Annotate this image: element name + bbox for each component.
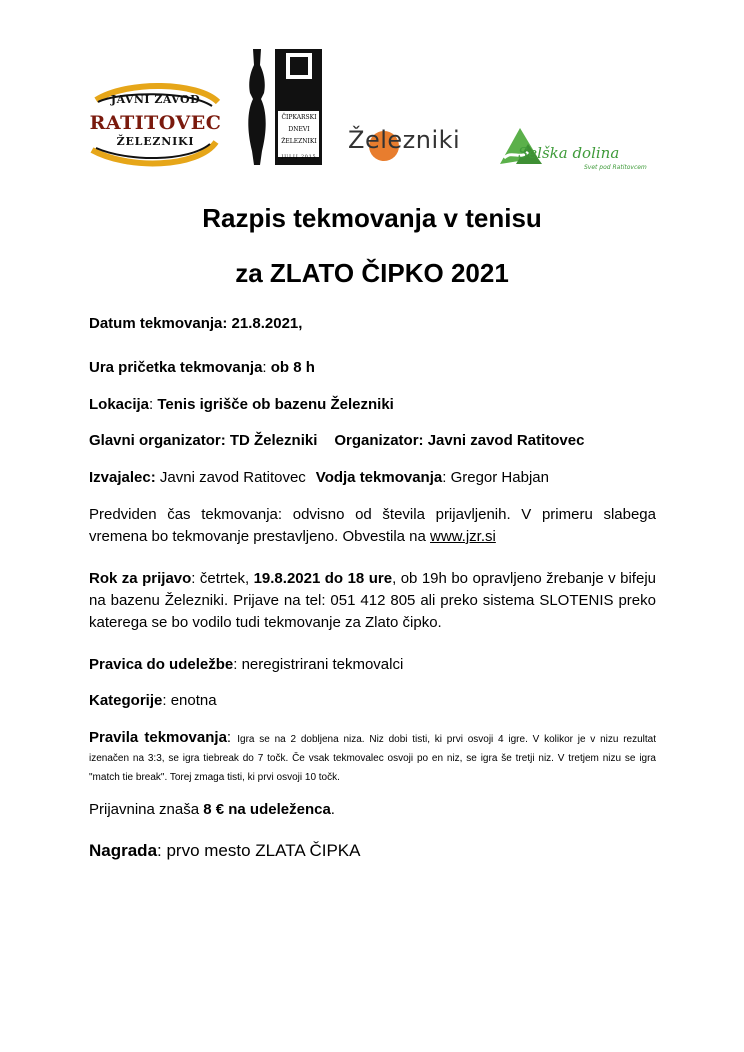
cas-paragraph	[89, 504, 656, 548]
cipkarski-dnevi-logo	[248, 47, 322, 167]
pravila-sep: :	[226, 729, 238, 746]
rok-text1: : četrtek,	[191, 570, 254, 587]
kategorije-label: Kategorije	[89, 692, 163, 709]
pravica-label: Pravica do udeležbe	[89, 656, 234, 673]
cipkarski-line2: DNEVI	[288, 126, 310, 133]
prijavnina-text: Prijavnina znaša	[89, 801, 204, 818]
kategorije-value: : enotna	[162, 692, 217, 709]
kategorije-line	[89, 690, 656, 712]
lace-bobbin-icon	[248, 47, 322, 167]
cipkarski-line1: ČIPKARSKI	[281, 114, 317, 121]
selska-wordmark: Selška dolina	[518, 144, 620, 162]
ura-line	[89, 357, 656, 379]
pravila-paragraph	[89, 728, 656, 787]
vodja-label: Vodja tekmovanja	[315, 469, 443, 486]
ratitovec-line2: RATITOVEC	[89, 112, 222, 134]
jzr-link[interactable]: www.jzr.si	[430, 528, 496, 545]
lokacija-line	[89, 394, 656, 416]
document-title: Razpis tekmovanja v tenisu	[202, 203, 542, 233]
ura-value: ob 8 h	[270, 359, 315, 376]
glavni-organizator: Glavni organizator: TD Železniki	[89, 432, 318, 449]
zelezniki-wordmark: Železniki	[348, 126, 461, 154]
rok-paragraph	[89, 568, 656, 634]
nagrada-value: : prvo mesto ZLATA ČIPKA	[157, 841, 361, 860]
ura-label: Ura pričetka tekmovanja	[89, 359, 263, 376]
izvajalec-value: Javni zavod Ratitovec	[155, 469, 306, 486]
cipkarski-line3: ŽELEZNIKI	[281, 138, 317, 145]
ratitovec-line1: JAVNI ZAVOD	[110, 93, 201, 106]
prijavnina-end: .	[330, 801, 335, 818]
ratitovec-logo	[88, 80, 223, 168]
pravica-value: : neregistrirani tekmovalci	[233, 656, 404, 673]
zelezniki-logo	[348, 124, 466, 170]
logo-strip	[0, 0, 744, 190]
pravica-line	[89, 654, 656, 676]
vodja-value: : Gregor Habjan	[442, 469, 549, 486]
selska-tagline: Svet pod Ratitovcem	[584, 164, 647, 171]
cipkarski-year: JULIJ 2015	[281, 155, 317, 160]
ura-sep: :	[262, 359, 271, 376]
organizator-line	[89, 430, 656, 452]
pravila-text: Igra se na 2 dobljena niza. Niz dobi tisti, ki prvi osvoji 4 igre. V kolikor je v nizu rezultat izenačen na 3:3, se igra tiebreak do 7 točk. Če vsak tekmovalec osvoji po en niz, se igra še tretji niz. V tretjem nizu se igra "match tie break". Torej zmaga tisti, ki prvi osvoji 10 točk.	[89, 734, 656, 783]
nagrada-line	[89, 840, 656, 862]
rok-label: Rok za prijavo	[89, 570, 192, 587]
cas-text: Predviden čas tekmovanja: odvisno od števila prijavljenih. V primeru slabega vremena bo tekmovanje prestavljeno. Obvestila na	[89, 506, 656, 545]
nagrada-label: Nagrada	[89, 841, 158, 860]
rok-date: 19.8.2021 do 18 ure	[253, 570, 393, 587]
pravila-label: Pravila tekmovanja	[89, 729, 227, 746]
lokacija-value: Tenis igrišče ob bazenu Železniki	[157, 396, 394, 413]
organizator: Organizator: Javni zavod Ratitovec	[334, 432, 585, 449]
selska-dolina-logo	[498, 124, 650, 174]
datum-line: Datum tekmovanja: 21.8.2021,	[89, 315, 303, 332]
rok-text2: , ob 19h bo opravljeno žrebanje v bifeju na bazenu Železniki. Prijave na tel: 051 412 805 ali preko sistema SLOTENIS preko katerega se bo vodilo tudi tekmovanje za Zlato čipko.	[89, 570, 656, 631]
izvajalec-label: Izvajalec:	[89, 469, 156, 486]
ratitovec-line3: ŽELEZNIKI	[116, 135, 195, 148]
prijavnina-amount: 8 € na udeleženca	[203, 801, 331, 818]
document-subtitle: za ZLATO ČIPKO 2021	[235, 258, 509, 288]
prijavnina-line	[89, 799, 656, 821]
lokacija-label: Lokacija	[89, 396, 150, 413]
izvajalec-line	[89, 467, 656, 489]
lokacija-sep: :	[149, 396, 158, 413]
